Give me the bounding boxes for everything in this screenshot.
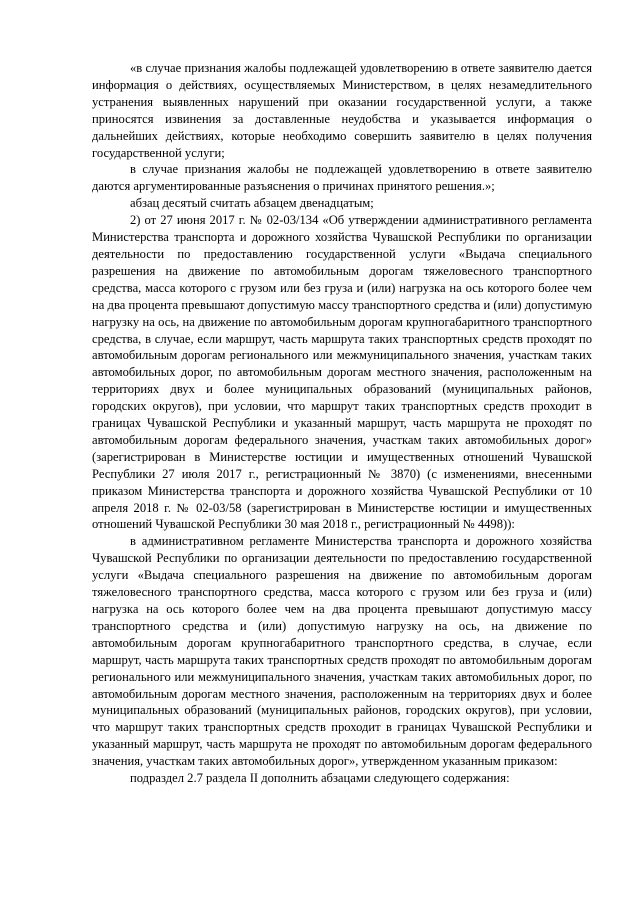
paragraph-order-134: 2) от 27 июня 2017 г. № 02-03/134 «Об утверждении административного регламента Министерства транспорта и дорожного хозяйства Чувашской Республики по организации деятельности по предоставлению государственной услуги «Выдача специального разрешения на движение по автомобильным дорогам тяжеловесного транспортного средства, масса которого с грузом или без груза и (или) нагрузка на ось которого более чем на два процента превышают допустимую массу транспортного средства и (или) допустимую нагрузку на ось, на движение по автомобильным дорогам крупногабаритного транспортного средства, в случае, если маршрут, часть маршрута таких транспортных средств проходят по автомобильным дорогам регионального или межмуниципального значения, участкам таких автомобильных дорог, по автомобильным дорогам местного значения, расположенным на территориях двух и более муниципальных образований (муниципальных районов, городских округов), при условии, что маршрут таких транспортных средств проходит в границах Чувашской Республики и указанный маршрут, часть маршрута не проходят по автомобильным дорогам федерального значения, участкам таких автомобильных дорог» (зарегистрирован в Министерстве юстиции и имущественных отношений Чувашской Республики 27 июля 2017 г., регистрационный № 3870) (с изменениями, внесенными приказом Министерства транспорта и дорожного хозяйства Чувашской Республики от 10 апреля 2018 г. № 02-03/58 (зарегистрирован в Министерстве юстиции и имущественных отношений Чувашской Республики 30 мая 2018 г., регистрационный № 4498)):	[92, 213, 592, 532]
paragraph-complaint-satisfied: «в случае признания жалобы подлежащей удовлетворению в ответе заявителю дается информация о действиях, осуществляемых Министерством, в целях незамедлительного устранения выявленных нарушений при оказании государственной услуги, а также приносятся извинения за доставленные неудобства и указывается информация о дальнейших действиях, которые необходимо совершить заявителю в целях получения государственной услуги;	[92, 61, 592, 160]
paragraph-renumbering: абзац десятый считать абзацем двенадцатым;	[130, 196, 374, 211]
paragraph-subsection-2-7: подраздел 2.7 раздела II дополнить абзацами следующего содержания:	[130, 771, 510, 786]
document-page	[92, 60, 592, 787]
paragraph-complaint-rejected: в случае признания жалобы не подлежащей удовлетворению в ответе заявителю даются аргументированные разъяснения о причинах принятого решения.»;	[92, 162, 592, 194]
paragraph-regulation-amendment: в административном регламенте Министерства транспорта и дорожного хозяйства Чувашской Республики по организации деятельности по предоставлению государственной услуги «Выдача специального разрешения на движение по автомобильным дорогам тяжеловесного транспортного средства, масса которого с грузом или без груза и (или) нагрузка на ось которого более чем на два процента превышают допустимую массу транспортного средства и (или) допустимую нагрузку на ось, на движение по автомобильным дорогам крупногабаритного транспортного средства, в случае, если маршрут, часть маршрута таких транспортных средств проходят по автомобильным дорогам регионального или межмуниципального значения, участкам таких автомобильных дорог, по автомобильным дорогам местного значения, расположенным на территориях двух и более муниципальных образований (муниципальных районов, городских округов), при условии, что маршрут таких транспортных средств проходит в границах Чувашской Республики и указанный маршрут, часть маршрута не проходят по автомобильным дорогам федерального значения, участкам таких автомобильных дорог», утвержденном указанным приказом:	[92, 534, 592, 769]
